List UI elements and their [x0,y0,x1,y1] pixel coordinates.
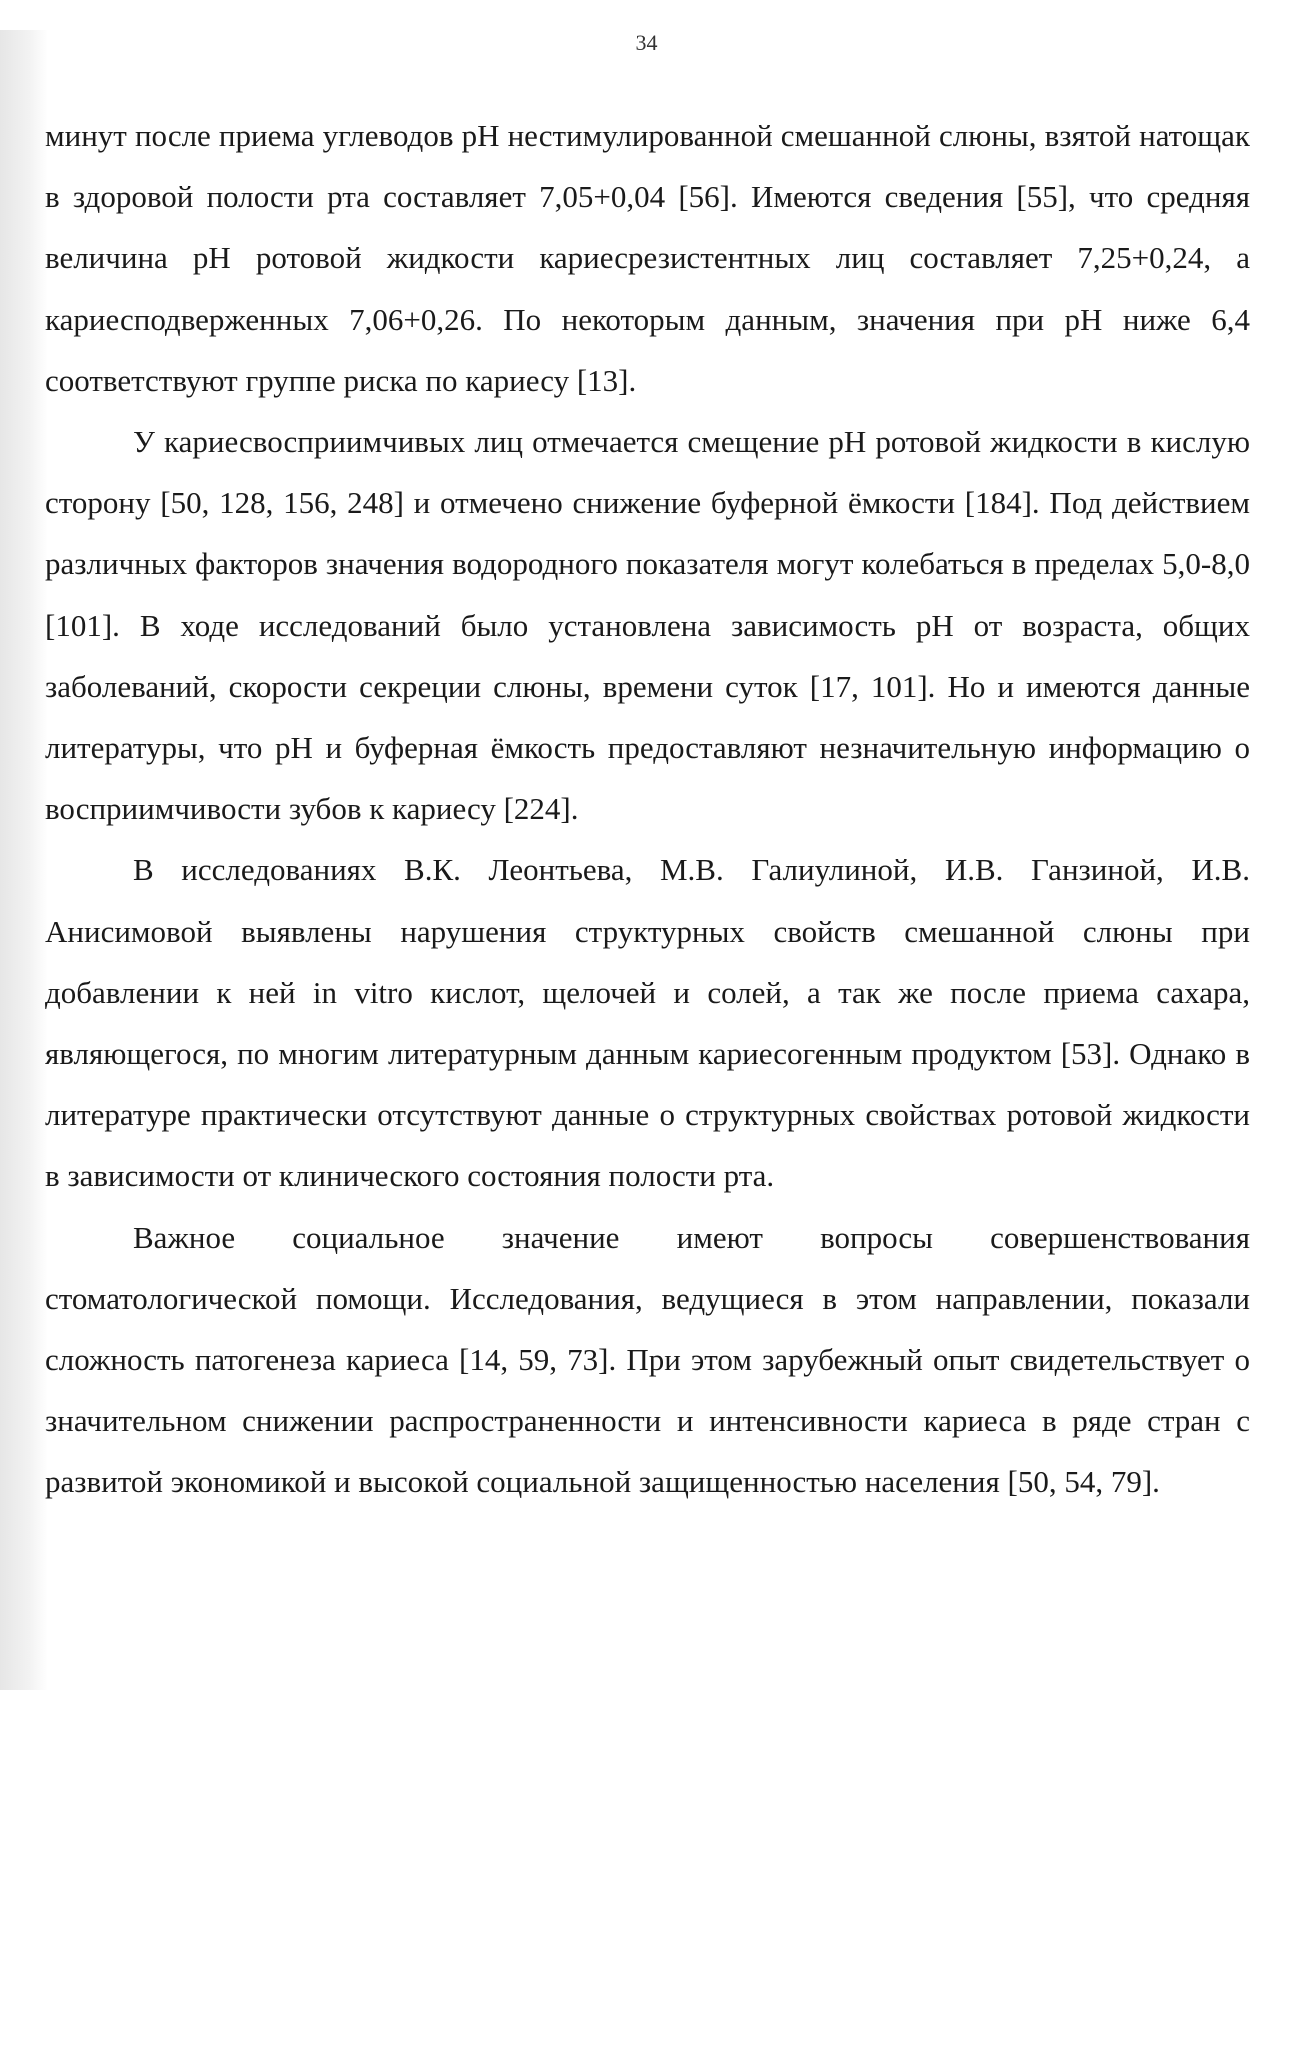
page-number: 34 [635,30,658,55]
document-body [45,105,1250,1513]
paragraph-structural-properties: В исследованиях В.К. Леонтьева, М.В. Галиулиной, И.В. Ганзиной, И.В. Анисимовой выявлены нарушения структурных свойств смешанной слюны при добавлении к ней in vitro кислот, щелочей и солей, а так же после приема сахара, являющегося, по многим литературным данным кариесогенным продуктом [53]. Однако в литературе практически отсутствуют данные о структурных свойствах ротовой жидкости в зависимости от клинического состояния полости рта. [45,852,1250,1194]
paragraph-ph-shift: У кариесвосприимчивых лиц отмечается смещение pH ротовой жидкости в кислую сторону [50, 128, 156, 248] и отмечено снижение буферной ёмкости [184]. Под действием различных факторов значения водородного показателя могут колебаться в пределах 5,0-8,0 [101]. В ходе исследований было установлена зависимость pH от возраста, общих заболеваний, скорости секреции слюны, времени суток [17, 101]. Но и имеются данные литературы, что pH и буферная ёмкость предоставляют незначительную информацию о восприимчивости зубов к кариесу [224]. [45,424,1250,827]
scan-edge-shadow [0,30,48,1690]
paragraph-continuation: минут после приема углеводов pH нестимулированной смешанной слюны, взятой натощак в здоровой полости рта составляет 7,05+0,04 [56]. Имеются сведения [55], что средняя величина pH ротовой жидкости кариесрезистентных лиц составляет 7,25+0,24, а кариесподверженных 7,06+0,26. По некоторым данным, значения при pH ниже 6,4 соответствуют группе риска по кариесу [13]. [45,118,1250,398]
paragraph-social-significance: Важное социальное значение имеют вопросы совершенствования стоматологической помощи. Исследования, ведущиеся в этом направлении, показали сложность патогенеза кариеса [14, 59, 73]. При этом зарубежный опыт свидетельствует о значительном снижении распространенности и интенсивности кариеса в ряде стран с развитой экономикой и высокой социальной защищенностью населения [50, 54, 79]. [45,1219,1250,1500]
